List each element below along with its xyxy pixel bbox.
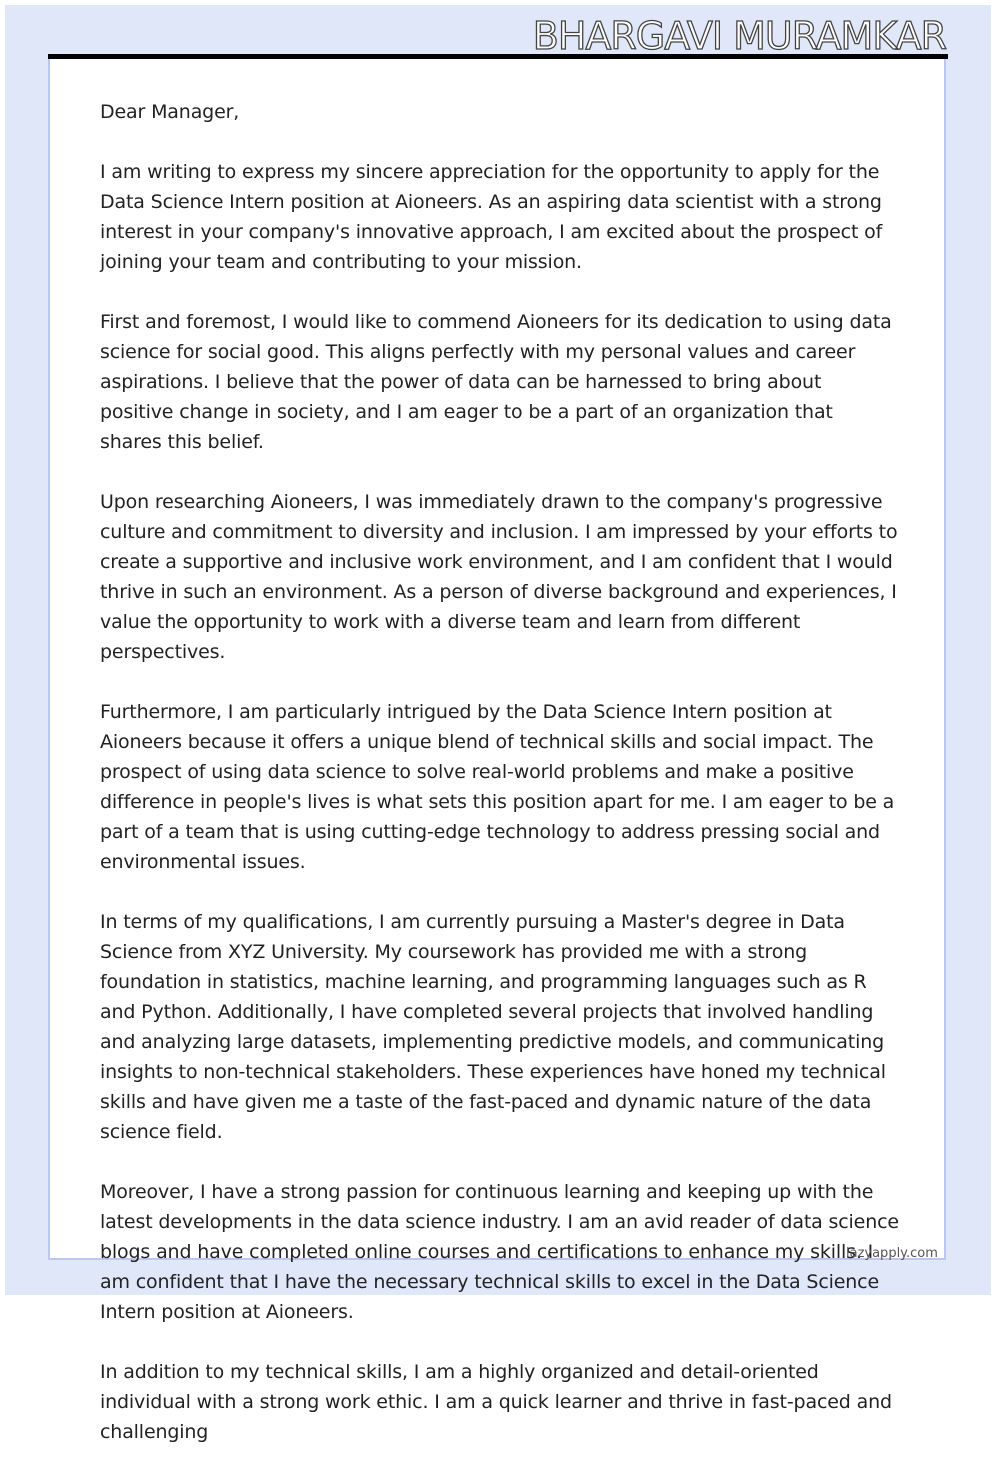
letter-body — [100, 97, 900, 1477]
paragraph-5: In terms of my qualifications, I am currently pursuing a Master's degree in Data Science from XYZ University. My coursework has provided me with a strong foundation in statistics, machine learning, and programming languages such as R and Python. Additionally, I have completed several projects that involved handling and analyzing large datasets, implementing predictive models, and communicating insights to non-technical stakeholders. These experiences have honed my technical skills and have given me a taste of the fast-paced and dynamic nature of the data science field. — [100, 911, 886, 1143]
watermark[interactable]: lazyapply.com — [846, 1246, 938, 1261]
paragraph-2: First and foremost, I would like to commend Aioneers for its dedication to using data science for social good. This aligns perfectly with my personal values and career aspirations. I believe that the power of data can be harnessed to bring about positive change in society, and I am eager to be a part of an organization that shares this belief. — [100, 311, 892, 453]
paragraph-7: In addition to my technical skills, I am a highly organized and detail-oriented individual with a strong work ethic. I am a quick learner and thrive in fast-paced and challenging — [100, 1361, 892, 1443]
paragraph-3: Upon researching Aioneers, I was immediately drawn to the company's progressive culture and commitment to diversity and inclusion. I am impressed by your efforts to create a supportive and inclusive work environment, and I am confident that I would thrive in such an environment. As a person of diverse background and experiences, I value the opportunity to work with a diverse team and learn from different perspectives. — [100, 491, 898, 663]
paragraph-1: I am writing to express my sincere appreciation for the opportunity to apply for the Data Science Intern position at Aioneers. As an aspiring data scientist with a strong interest in your company's innovative approach, I am excited about the prospect of joining your team and contributing to your mission. — [100, 161, 883, 273]
paragraph-6: Moreover, I have a strong passion for continuous learning and keeping up with the latest developments in the data science industry. I am an avid reader of data science blogs and have completed online courses and certifications to enhance my skills. I am confident that I have the necessary technical skills to excel in the Data Science Intern position at Aioneers. — [100, 1181, 899, 1323]
salutation: Dear Manager, — [100, 101, 240, 123]
applicant-name: BHARGAVI MURAMKAR — [532, 14, 946, 58]
paragraph-4: Furthermore, I am particularly intrigued by the Data Science Intern position at Aioneers because it offers a unique blend of technical skills and social impact. The prospect of using data science to solve real-world problems and make a positive difference in people's lives is what sets this position apart for me. I am eager to be a part of a team that is using cutting-edge technology to address pressing social and environmental issues. — [100, 701, 895, 873]
